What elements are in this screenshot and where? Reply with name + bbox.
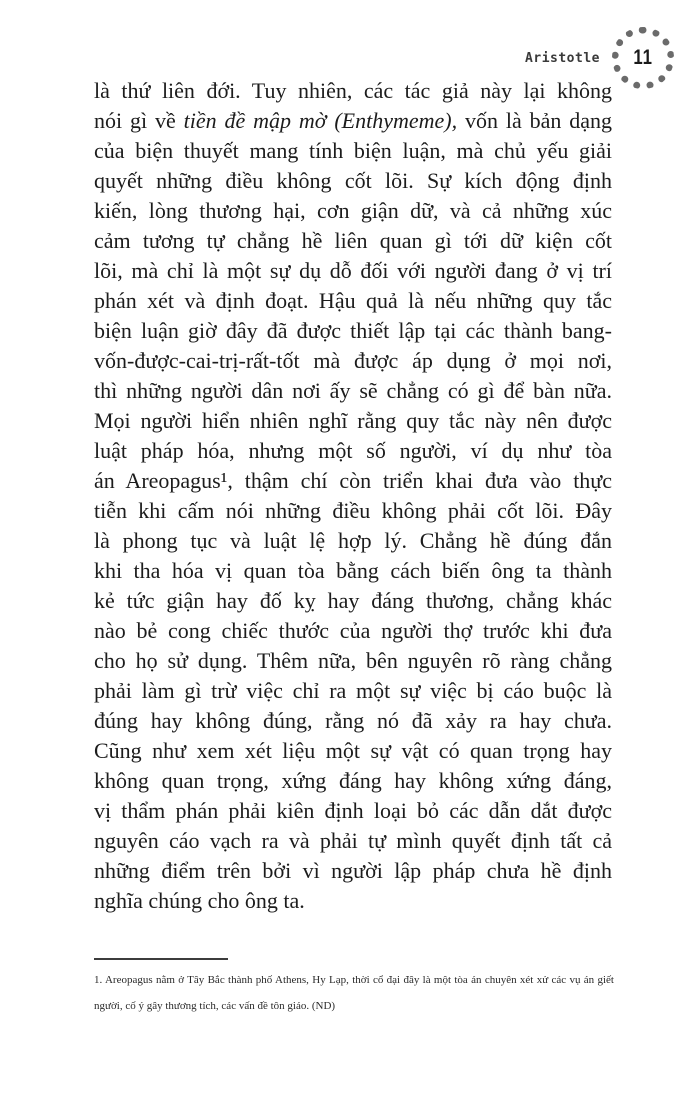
text-line: đúng hay không đúng, rằng nó đã xảy ra hay chưa. [94,708,612,733]
body-text [94,76,612,916]
text-line: kiến, lòng thương hại, cơn giận dữ, và cả những xúc [94,198,612,223]
text-line: cho họ sử dụng. Thêm nữa, bên nguyên rõ ràng chẳng [94,648,612,673]
text-line: phải làm gì trừ việc chỉ ra một sự việc bị cáo buộc là [94,678,612,703]
text-line: của biện thuyết mang tính biện luận, mà chủ yếu giải [94,138,612,163]
text-line: nào bẻ cong chiếc thước của người thợ trước khi đưa [94,618,612,643]
text-line: phán xét và định đoạt. Hậu quả là nếu những quy tắc [94,288,612,313]
footnote-divider [94,958,228,960]
text-line: lõi, mà chỉ là một sự dụ dỗ đối với người đang ở vị trí [94,258,612,283]
page-number-badge [612,27,674,89]
text-line [94,106,612,136]
text-line: thì những người dân nơi ấy sẽ chẳng có gì để bàn nữa. [94,378,612,403]
italic-term: tiền đề mập mờ (Enthymeme), [183,108,458,133]
text-line: Mọi người hiển nhiên nghĩ rằng quy tắc này nên được [94,408,612,433]
text-line: quyết những điều không cốt lõi. Sự kích động định [94,168,612,193]
text-line: luật pháp hóa, nhưng một số người, ví dụ như tòa [94,438,612,463]
text-line: khi tha hóa vị quan tòa bằng cách biến ông ta thành [94,558,612,583]
text-line: cảm tương tự chẳng hề liên quan gì tới dữ kiện cốt [94,228,612,253]
text-line: là thứ liên đới. Tuy nhiên, các tác giả này lại không [94,78,612,103]
text-line: kẻ tức giận hay đố kỵ hay đáng thương, chẳng khác [94,588,612,613]
running-head-author: Aristotle [525,50,600,66]
page-number: 11 [633,46,653,69]
text-line: Cũng như xem xét liệu một sự vật có quan trọng hay [94,738,612,763]
text-line: án Areopagus¹, thậm chí còn triển khai đưa vào thực [94,468,612,493]
text-line: tiễn khi cấm nói những điều không phải cốt lõi. Đây [94,498,612,523]
text-line: nguyên cáo vạch ra và phải tự mình quyết định tất cả [94,828,612,853]
text-line: những điểm trên bởi vì người lập pháp chưa hề định [94,858,612,883]
text-line: biện luận giờ đây đã được thiết lập tại các thành bang- [94,318,612,343]
footnote-area [94,958,614,1019]
footnote-text: 1. Areopagus nằm ở Tây Bắc thành phố Athens, Hy Lạp, thời cổ đại đây là một tòa án chuyên xét xử các vụ án giết người, cố ý gây thương tích, các vấn đề tôn giáo. (ND) [94,974,614,1012]
text-run: nói gì về [94,108,184,133]
text-line: là phong tục và luật lệ hợp lý. Chẳng hề đúng đắn [94,528,612,553]
text-line: vị thẩm phán phải kiên định loại bỏ các dẫn dắt được [94,798,612,823]
text-run: vốn là bản dạng [457,108,612,133]
text-line: vốn-được-cai-trị-rất-tốt mà được áp dụng ở mọi nơi, [94,348,612,373]
text-line: không quan trọng, xứng đáng hay không xứng đáng, [94,768,612,793]
text-line: nghĩa chúng cho ông ta. [94,888,305,913]
